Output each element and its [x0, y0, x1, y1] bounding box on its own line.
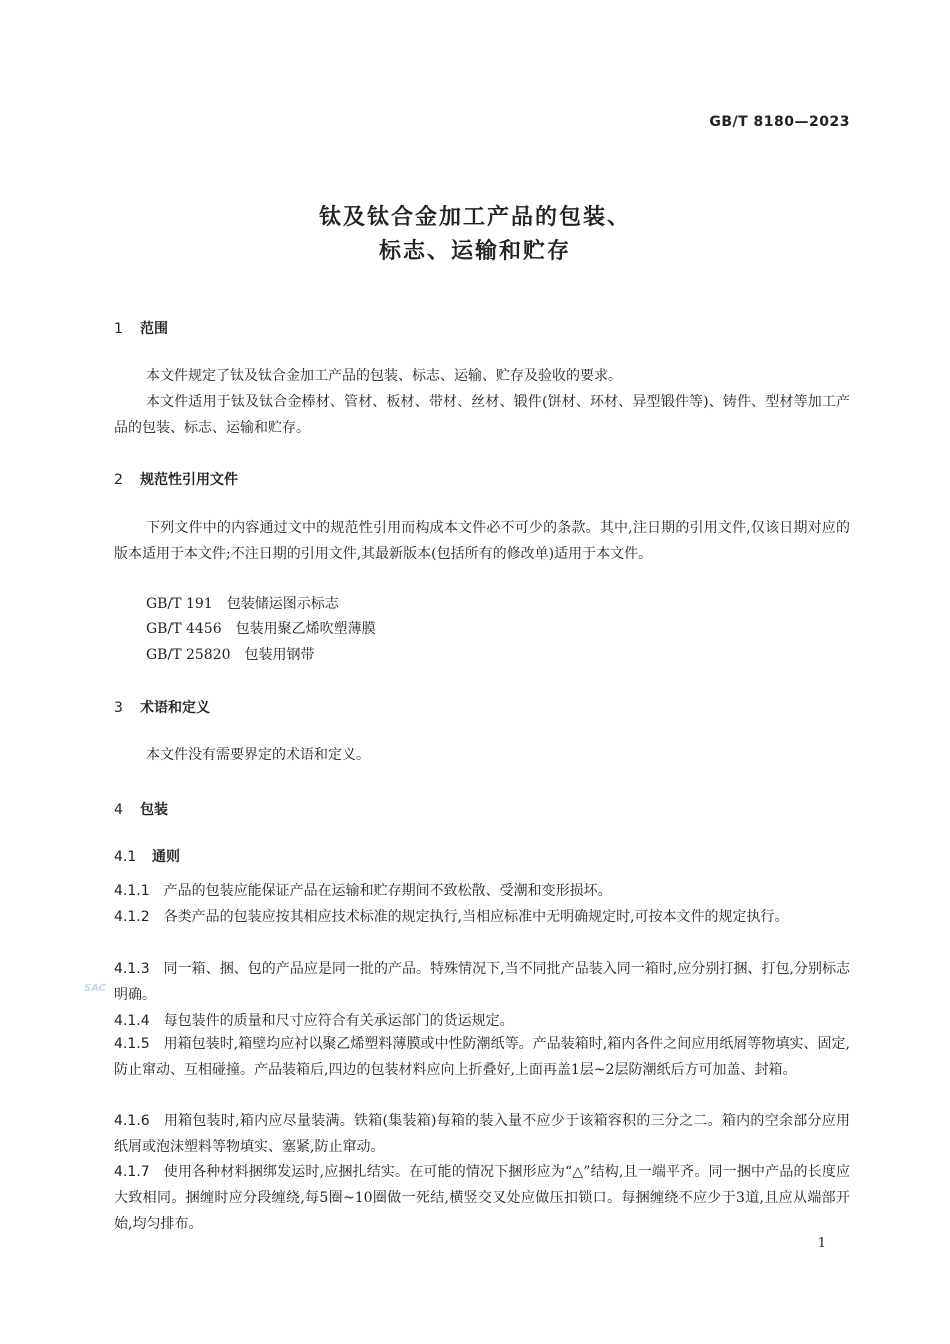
section-1-paragraph-2: 本文件适用于钛及钛合金棒材、管材、板材、带材、丝材、锻件(饼材、环材、异型锻件等)、铸件、型材等加工产品的包装、标志、运输和贮存。: [114, 394, 850, 436]
section-3-heading: 3 术语和定义: [114, 700, 210, 716]
section-3-paragraph: 本文件没有需要界定的术语和定义。: [146, 747, 370, 763]
document-title-line-2: 标志、运输和贮存: [378, 239, 571, 264]
standard-code: GB/T 8180—2023: [709, 114, 850, 130]
section-2-heading: 2 规范性引用文件: [114, 472, 238, 488]
clause-4-1-2: 4.1.2 各类产品的包装应按其相应技术标准的规定执行,当相应标准中无明确规定时,可按本文件的规定执行。: [114, 909, 789, 925]
document-title-line-1: 钛及钛合金加工产品的包装、: [318, 205, 631, 230]
clause-4-1-6: 4.1.6 用箱包装时,箱内应尽量装满。铁箱(集装箱)每箱的装入量不应少于该箱容积的三分之二。箱内的空余部分应用纸屑或泡沫塑料等物填实、塞紧,防止窜动。: [114, 1113, 850, 1155]
section-4-heading: 4 包装: [114, 802, 168, 818]
section-1-paragraph-1: 本文件规定了钛及钛合金加工产品的包装、标志、运输、贮存及验收的要求。: [146, 368, 622, 384]
normative-reference: GB/T 4456 包装用聚乙烯吹塑薄膜: [146, 621, 376, 637]
clause-4-1-7: 4.1.7 使用各种材料捆绑发运时,应捆扎结实。在可能的情况下捆形应为“△”结构,且一端平齐。同一捆中产品的长度应大致相同。捆缠时应分段缠绕,每5圈~10圈做一死结,横竖交叉处应做压扣锁口。每捆缠绕不应少于3道,且应从端部开始,均匀排布。: [114, 1164, 850, 1232]
page-number: 1: [817, 1236, 826, 1251]
subsection-4-1-heading: 4.1 通则: [114, 849, 180, 865]
clause-4-1-1: 4.1.1 产品的包装应能保证产品在运输和贮存期间不致松散、受潮和变形损坏。: [114, 883, 612, 899]
sac-watermark-logo: SAC: [84, 983, 106, 994]
clause-4-1-5: 4.1.5 用箱包装时,箱壁均应衬以聚乙烯塑料薄膜或中性防潮纸等。产品装箱时,箱内各件之间应用纸屑等物填实、固定,防止窜动、互相碰撞。产品装箱后,四边的包装材料应向上折叠好,上面再盖1层~2层防潮纸后方可加盖、封箱。: [114, 1036, 850, 1078]
normative-reference: GB/T 25820 包装用钢带: [146, 647, 315, 663]
clause-4-1-4: 4.1.4 每包装件的质量和尺寸应符合有关承运部门的货运规定。: [114, 1013, 514, 1029]
normative-reference: GB/T 191 包装储运图示标志: [146, 596, 339, 612]
section-2-paragraph: 下列文件中的内容通过文中的规范性引用而构成本文件必不可少的条款。其中,注日期的引用文件,仅该日期对应的版本适用于本文件;不注日期的引用文件,其最新版本(包括所有的修改单)适用于本文件。: [114, 520, 850, 562]
clause-4-1-3: 4.1.3 同一箱、捆、包的产品应是同一批的产品。特殊情况下,当不同批产品装入同一箱时,应分别打捆、打包,分别标志明确。: [114, 961, 850, 1003]
section-1-heading: 1 范围: [114, 321, 168, 337]
